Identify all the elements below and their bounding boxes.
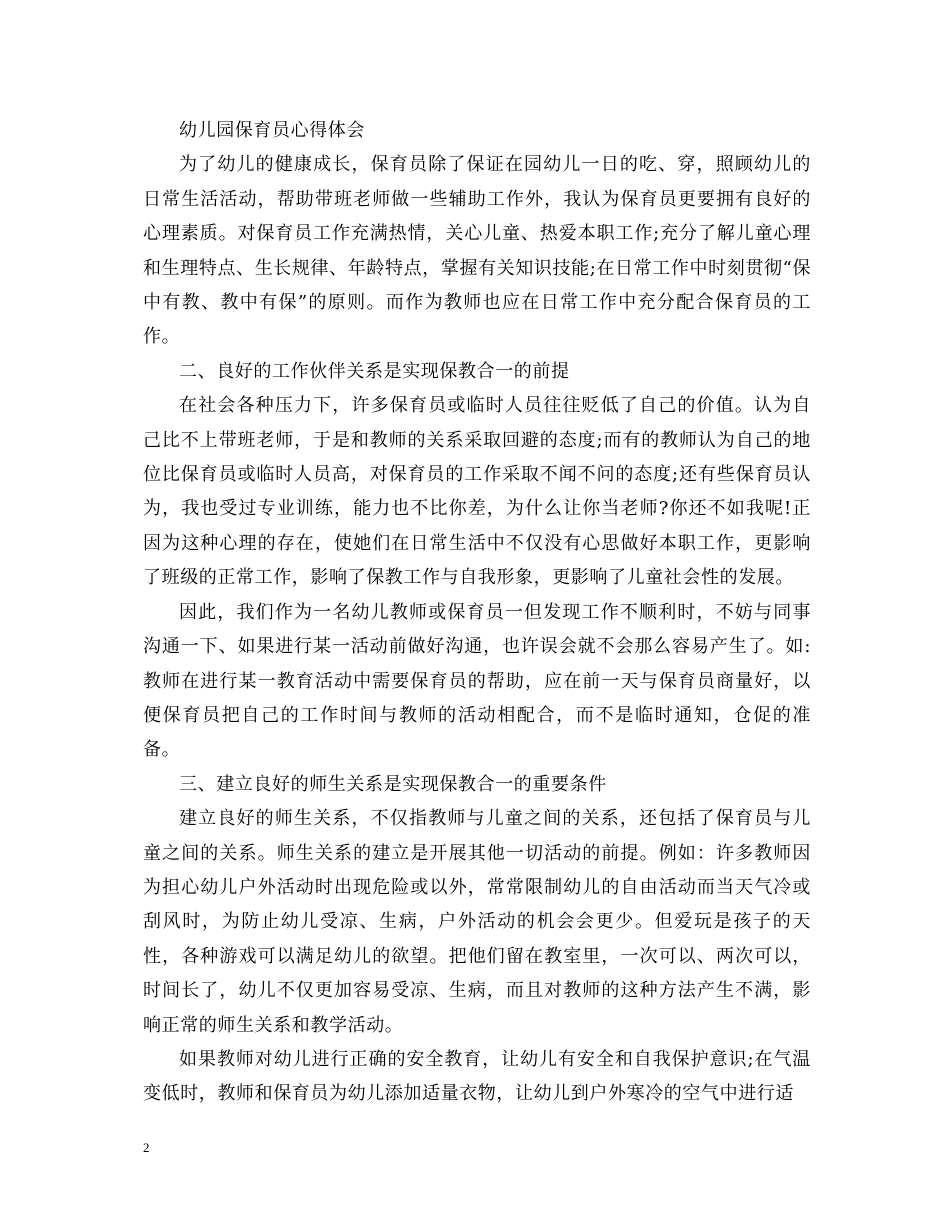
document-body xyxy=(143,114,811,1112)
section-heading: 二、良好的工作伙伴关系是实现保教合一的前提 xyxy=(179,360,570,382)
paragraph: 建立良好的师生关系，不仅指教师与儿童之间的关系，还包括了保育员与儿童之间的关系。师生关系的建立是开展其他一切活动的前提。例如：许多教师因为担心幼儿户外活动时出现危险或以外，常常限制幼儿的自由活动而当天气冷或刮风时，为防止幼儿受凉、生病，户外活动的机会会更少。但爱玩是孩子的天性，各种游戏可以满足幼儿的欲望。把他们留在教室里，一次可以、两次可以，时间长了，幼儿不仅更加容易受凉、生病，而且对教师的这种方法产生不满，影响正常的师生关系和教学活动。 xyxy=(143,808,811,1036)
paragraph: 为了幼儿的健康成长，保育员除了保证在园幼儿一日的吃、穿，照顾幼儿的日常生活活动，帮助带班老师做一些辅助工作外，我认为保育员更要拥有良好的心理素质。对保育员工作充满热情，关心儿童、热爱本职工作;充分了解儿童心理和生理特点、生长规律、年龄特点，掌握有关知识技能;在日常工作中时刻贯彻“保中有教、教中有保”的原则。而作为教师也应在日常工作中充分配合保育员的工作。 xyxy=(143,154,811,348)
paragraph: 因此，我们作为一名幼儿教师或保育员一但发现工作不顺利时，不妨与同事沟通一下、如果进行某一活动前做好沟通，也许误会就不会那么容易产生了。如:教师在进行某一教育活动中需要保育员的帮助，应在前一天与保育员商量好，以便保育员把自己的工作时间与教师的活动相配合，而不是临时通知，仓促的准备。 xyxy=(143,601,811,761)
section-heading: 三、建立良好的师生关系是实现保教合一的重要条件 xyxy=(179,773,607,795)
document-title: 幼儿园保育员心得体会 xyxy=(179,120,365,141)
page-number: 2 xyxy=(143,1140,150,1155)
paragraph: 在社会各种压力下，许多保育员或临时人员往往贬低了自己的价值。认为自己比不上带班老师，于是和教师的关系采取回避的态度;而有的教师认为自己的地位比保育员或临时人员高，对保育员的工作采取不闻不问的态度;还有些保育员认为，我也受过专业训练，能力也不比你差，为什么让你当老师?你还不如我呢!正因为这种心理的存在，使她们在日常生活中不仅没有心思做好本职工作，更影响了班级的正常工作，影响了保教工作与自我形象，更影响了儿童社会性的发展。 xyxy=(143,395,811,589)
paragraph: 如果教师对幼儿进行正确的安全教育，让幼儿有安全和自我保护意识;在气温变低时，教师和保育员为幼儿添加适量衣物，让幼儿到户外寒冷的空气中进行适 xyxy=(143,1048,811,1105)
